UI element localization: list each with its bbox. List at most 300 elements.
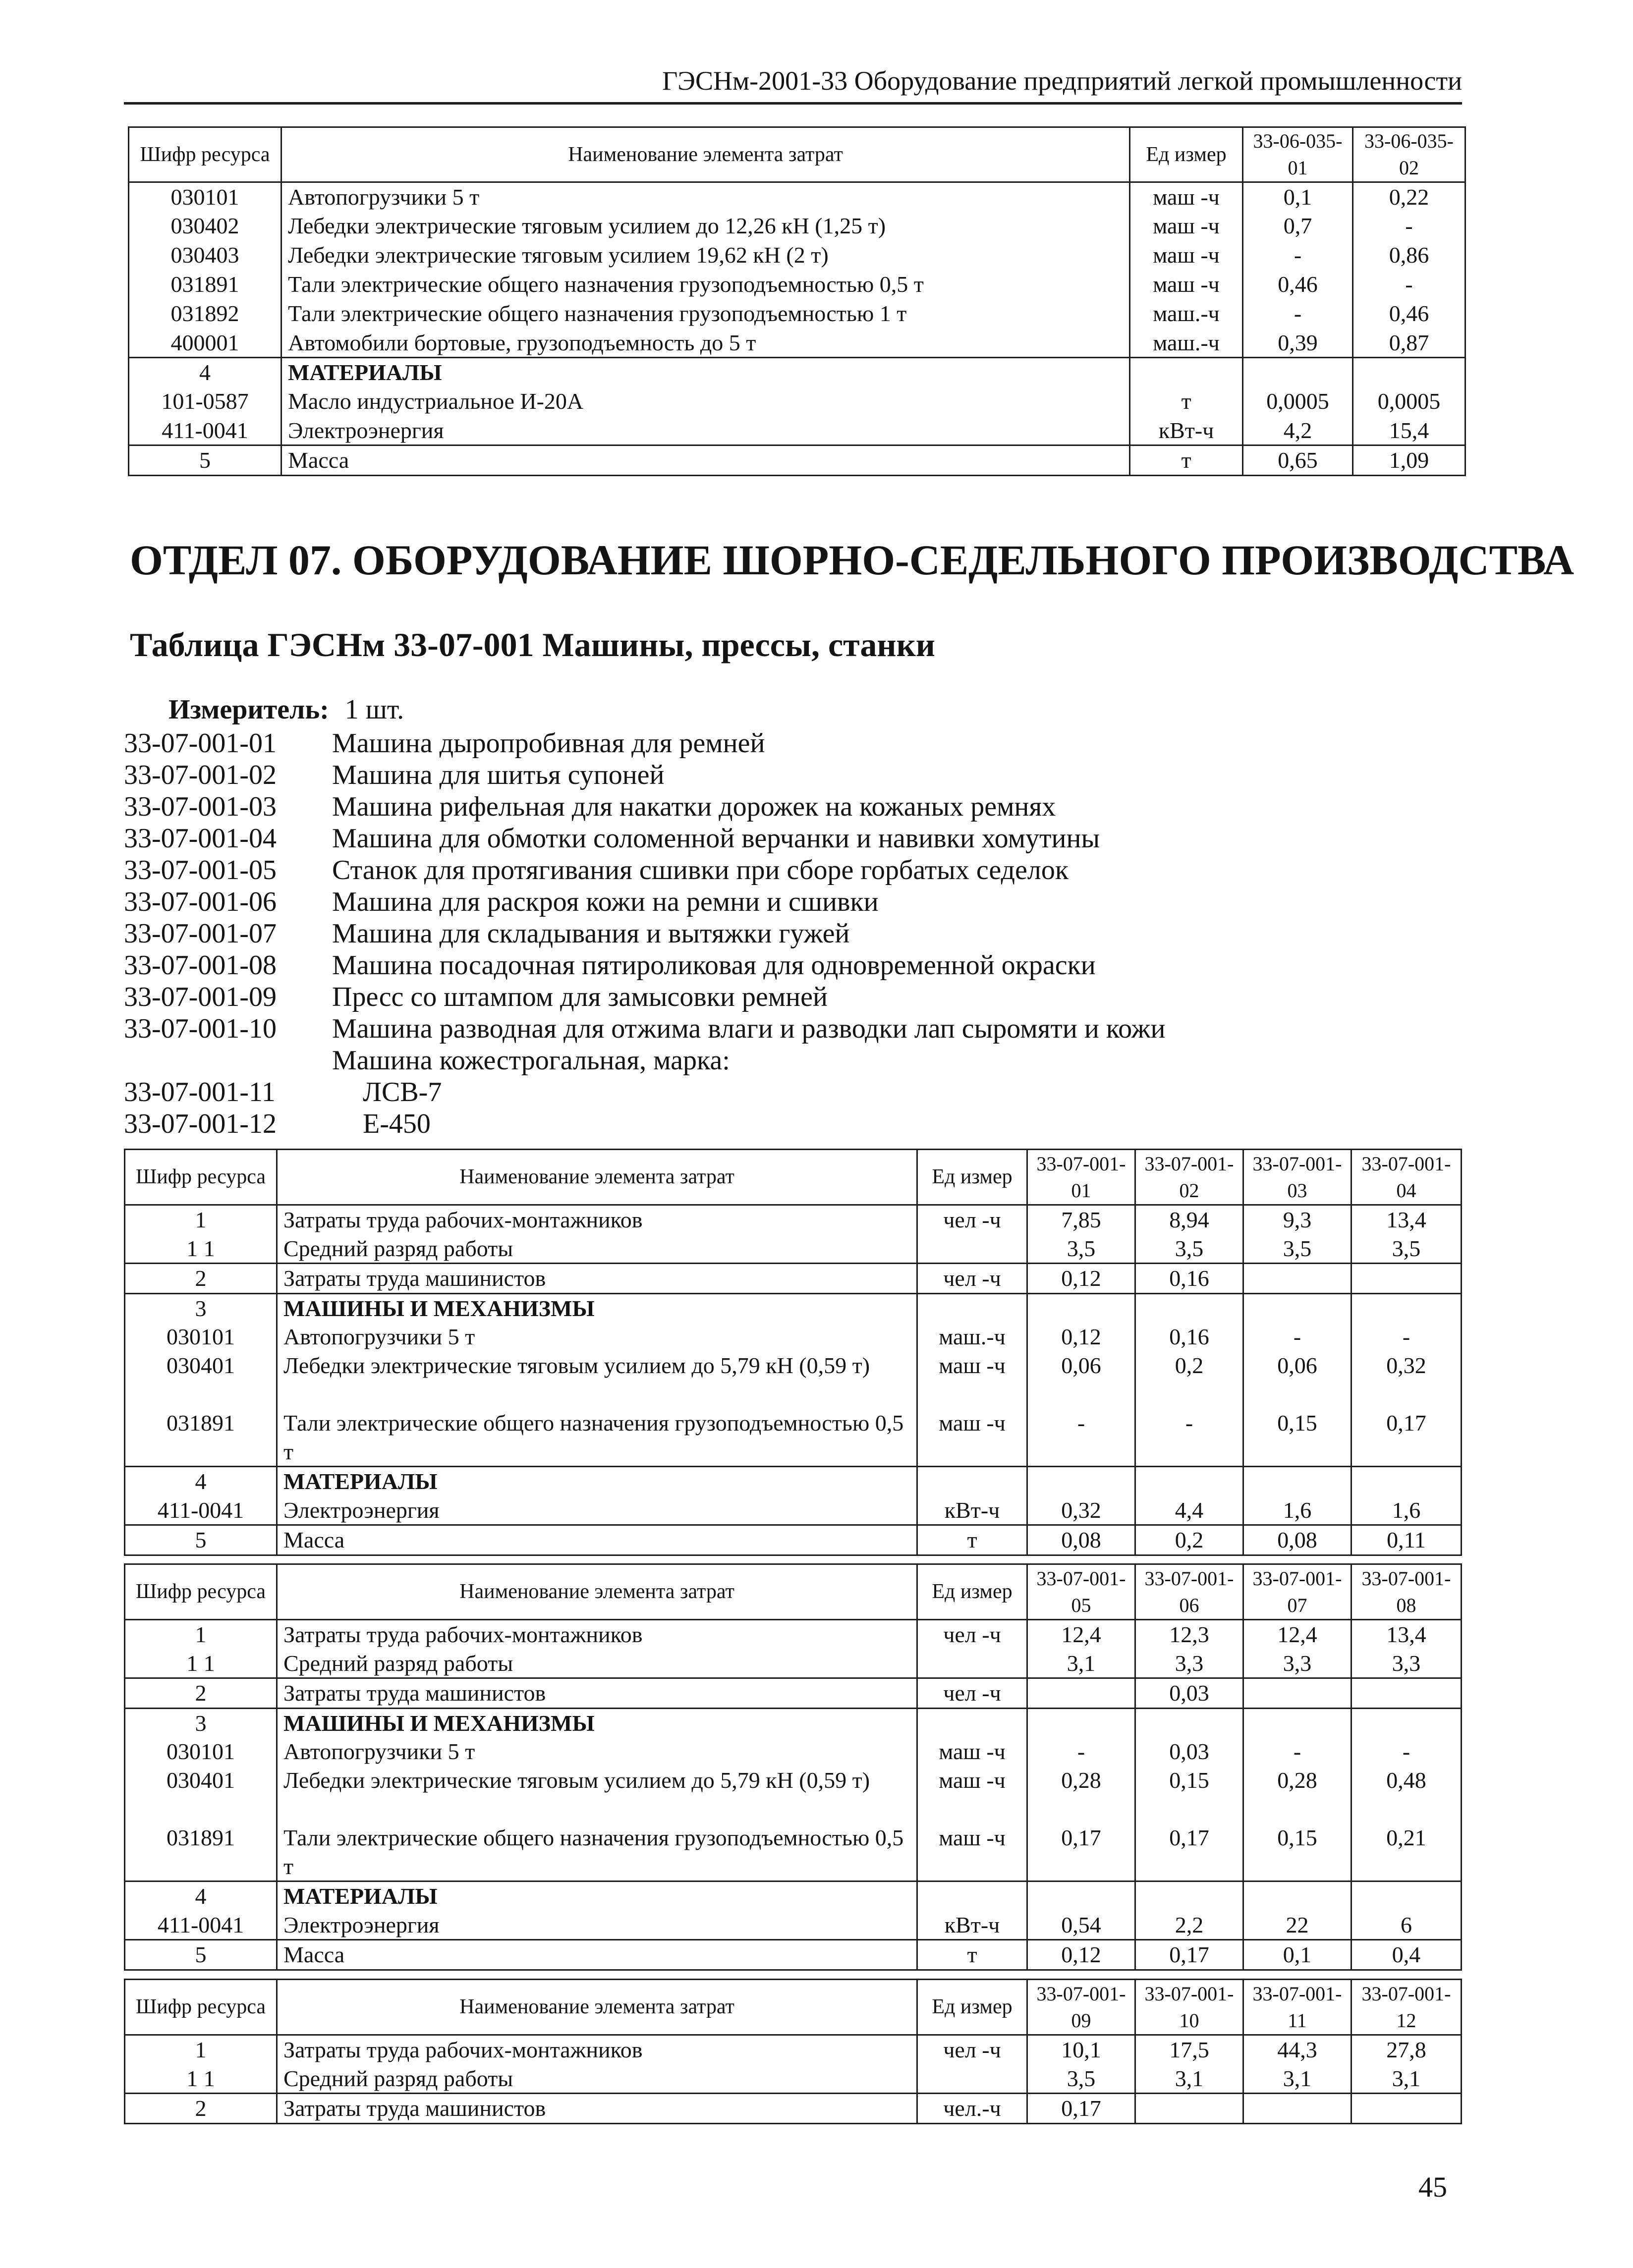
item-row (124, 981, 1512, 1013)
item-row (124, 727, 1512, 759)
resource-code-cell: 031892 (129, 299, 282, 329)
item-name: Машина посадочная пятироликовая для одновременной окраски (332, 950, 1096, 981)
item-row (124, 823, 1512, 854)
unit-cell: маш.-ч (917, 1323, 1027, 1351)
value-cell: - (1243, 1323, 1351, 1351)
resource-name-cell: Лебедки электрические тяговым усилием до 5,79 кН (0,59 т) (277, 1351, 917, 1409)
col-header-value-2: 33-07-001-02 (1135, 1150, 1243, 1205)
value-cell: 0,12 (1027, 1940, 1135, 1970)
resource-name-cell: Тали электрические общего назначения грузоподъемностью 0,5 т (277, 1409, 917, 1467)
resource-code-cell: 030401 (125, 1351, 277, 1409)
unit-cell (917, 1234, 1027, 1264)
unit-cell (917, 1467, 1027, 1496)
col-header-value-4: 33-07-001-04 (1351, 1150, 1462, 1205)
item-code: 33-07-001-03 (124, 791, 277, 822)
value-cell: 0,54 (1027, 1911, 1135, 1940)
unit-cell: маш -ч (1130, 241, 1243, 270)
unit-cell (917, 1881, 1027, 1911)
value-cell: 0,2 (1135, 1525, 1243, 1555)
unit-cell (917, 2064, 1027, 2094)
table-row (125, 1649, 1462, 1678)
value-cell: - (1351, 1737, 1462, 1766)
resource-code-cell: 1 (125, 1205, 277, 1234)
table-row (125, 1323, 1462, 1351)
item-row (124, 949, 1512, 981)
resource-code-cell: 1 (125, 1620, 277, 1649)
value-cell: 3,1 (1351, 2064, 1462, 2094)
resource-name-cell: Средний разряд работы (277, 1234, 917, 1264)
table-row (125, 1525, 1462, 1555)
resource-code-cell: 1 1 (125, 2064, 277, 2094)
value-cell: 0,17 (1135, 1824, 1243, 1881)
value-cell: 44,3 (1243, 2035, 1351, 2064)
resource-name-cell: Автопогрузчики 5 т (277, 1323, 917, 1351)
value-cell (1135, 1467, 1243, 1496)
table-row (125, 2064, 1462, 2094)
value-cell: 0,21 (1351, 1824, 1462, 1881)
unit-cell: чел -ч (917, 1620, 1027, 1649)
value-cell: 8,94 (1135, 1205, 1243, 1234)
col-header-value-4: 33-07-001-12 (1351, 1980, 1462, 2035)
value-cell: 0,2 (1135, 1351, 1243, 1409)
value-cell: 0,46 (1243, 270, 1353, 299)
value-cell: 0,32 (1027, 1496, 1135, 1525)
resource-code-cell: 2 (125, 2094, 277, 2124)
item-row (124, 886, 1512, 918)
resource-code-cell: 3 (125, 1708, 277, 1737)
resource-code-cell: 4 (125, 1881, 277, 1911)
running-header (124, 60, 1462, 105)
value-cell: 3,5 (1243, 1234, 1351, 1264)
unit-cell: маш -ч (917, 1824, 1027, 1881)
col-header-code: Шифр ресурса (125, 1980, 277, 2035)
unit-cell (917, 1649, 1027, 1678)
resource-table-top (128, 126, 1466, 476)
value-cell: 0,22 (1353, 182, 1465, 212)
item-name: Машина для шитья супоней (332, 760, 665, 790)
value-cell (1351, 1881, 1462, 1911)
table-row (125, 1678, 1462, 1709)
value-cell: - (1027, 1737, 1135, 1766)
resource-name-cell: Масса (277, 1940, 917, 1970)
col-header-unit: Ед измер (917, 1564, 1027, 1620)
value-cell: 12,4 (1027, 1620, 1135, 1649)
item-code: 33-07-001-04 (124, 823, 277, 854)
item-name: Машина кожестрогальная, марка: (332, 1045, 730, 1076)
section-heading-cell: МАТЕРИАЛЫ (282, 358, 1130, 387)
value-cell: 0,39 (1243, 329, 1353, 358)
value-cell (1351, 1708, 1462, 1737)
item-row (124, 791, 1512, 823)
item-code: 33-07-001-02 (124, 760, 277, 790)
col-header-value-3: 33-07-001-11 (1243, 1980, 1351, 2035)
running-header-text: ГЭСНм-2001-33 Оборудование предприятий легкой промышленности (662, 66, 1462, 96)
resource-code-cell: 030401 (125, 1766, 277, 1824)
item-code: 33-07-001-06 (124, 886, 277, 917)
table-row (125, 1293, 1462, 1323)
value-cell: 3,5 (1027, 2064, 1135, 2094)
value-cell: 0,12 (1027, 1323, 1135, 1351)
col-header-value-4: 33-07-001-08 (1351, 1564, 1462, 1620)
resource-code-cell: 031891 (129, 270, 282, 299)
value-cell: 0,17 (1027, 1824, 1135, 1881)
unit-cell: чел -ч (917, 1205, 1027, 1234)
value-cell: 6 (1351, 1911, 1462, 1940)
col-header-name: Наименование элемента затрат (277, 1980, 917, 2035)
resource-code-cell: 411-0041 (129, 416, 282, 445)
value-cell: 0,15 (1243, 1409, 1351, 1467)
value-cell: 3,3 (1135, 1649, 1243, 1678)
item-code: 33-07-001-01 (124, 728, 277, 759)
value-cell: 0,46 (1353, 299, 1465, 329)
item-row (124, 1013, 1512, 1045)
col-header-value-2: 33-06-035-02 (1353, 127, 1465, 182)
value-cell (1243, 1881, 1351, 1911)
table-row (129, 387, 1465, 416)
value-cell: - (1353, 270, 1465, 299)
value-cell: 0,03 (1135, 1678, 1243, 1709)
resource-name-cell: Масло индустриальное И-20А (282, 387, 1130, 416)
value-cell: - (1135, 1409, 1243, 1467)
resource-code-cell: 2 (125, 1264, 277, 1294)
col-header-value-3: 33-07-001-03 (1243, 1150, 1351, 1205)
value-cell: 0,12 (1027, 1264, 1135, 1294)
resource-name-cell: Средний разряд работы (277, 1649, 917, 1678)
value-cell: 4,2 (1243, 416, 1353, 445)
resource-name-cell: Масса (282, 445, 1130, 476)
value-cell: 3,1 (1027, 1649, 1135, 1678)
item-name: Станок для протягивания сшивки при сборе горбатых седелок (332, 855, 1069, 885)
measure-line (169, 694, 404, 725)
value-cell: - (1243, 299, 1353, 329)
resource-code-cell: 400001 (129, 329, 282, 358)
measure-value: 1 шт. (344, 694, 404, 725)
value-cell: 0,65 (1243, 445, 1353, 476)
value-cell: 0,7 (1243, 212, 1353, 241)
table-row (125, 1264, 1462, 1294)
resource-code-cell: 030402 (129, 212, 282, 241)
unit-cell: маш -ч (1130, 182, 1243, 212)
value-cell: 3,5 (1027, 1234, 1135, 1264)
table-row (129, 182, 1465, 212)
resource-code-cell: 101-0587 (129, 387, 282, 416)
table-row (129, 212, 1465, 241)
resource-name-cell: Автопогрузчики 5 т (277, 1737, 917, 1766)
resource-code-cell: 5 (129, 445, 282, 476)
table-row (125, 1737, 1462, 1766)
value-cell: 0,28 (1243, 1766, 1351, 1824)
resource-name-cell: Автопогрузчики 5 т (282, 182, 1130, 212)
item-code: 33-07-001-10 (124, 1013, 277, 1044)
value-cell: 1,6 (1351, 1496, 1462, 1525)
resource-code-cell: 3 (125, 1293, 277, 1323)
table-row (129, 270, 1465, 299)
value-cell (1243, 1708, 1351, 1737)
unit-cell: маш -ч (1130, 270, 1243, 299)
value-cell: 0,48 (1351, 1766, 1462, 1824)
unit-cell: т (1130, 445, 1243, 476)
unit-cell: т (917, 1525, 1027, 1555)
resource-code-cell: 1 (125, 2035, 277, 2064)
table-row (129, 358, 1465, 387)
value-cell: 0,4 (1351, 1940, 1462, 1970)
resource-name-cell: Масса (277, 1525, 917, 1555)
table-row (125, 1620, 1462, 1649)
item-code: 33-07-001-09 (124, 982, 277, 1012)
resource-name-cell: Затраты труда рабочих-монтажников (277, 1205, 917, 1234)
value-cell: 13,4 (1351, 1620, 1462, 1649)
value-cell (1351, 1678, 1462, 1709)
resource-code-cell: 4 (129, 358, 282, 387)
table-row (125, 1911, 1462, 1940)
item-name: Е-450 (363, 1108, 431, 1139)
table-row (125, 1234, 1462, 1264)
value-cell: - (1353, 212, 1465, 241)
resource-code-cell: 4 (125, 1467, 277, 1496)
col-header-value-1: 33-07-001-01 (1027, 1150, 1135, 1205)
table-row (125, 1766, 1462, 1824)
resource-code-cell: 1 1 (125, 1649, 277, 1678)
unit-cell: чел -ч (917, 1264, 1027, 1294)
resource-name-cell: Автомобили бортовые, грузоподъемность до 5 т (282, 329, 1130, 358)
unit-cell: т (1130, 387, 1243, 416)
item-name: ЛСВ-7 (363, 1077, 442, 1107)
table-row (125, 1708, 1462, 1737)
value-cell: 2,2 (1135, 1911, 1243, 1940)
value-cell (1243, 1293, 1351, 1323)
table-row (129, 416, 1465, 445)
value-cell: - (1243, 1737, 1351, 1766)
value-cell: 13,4 (1351, 1205, 1462, 1234)
resource-name-cell: Электроэнергия (277, 1911, 917, 1940)
section-title: ОТДЕЛ 07. ОБОРУДОВАНИЕ ШОРНО-СЕДЕЛЬНОГО ПРОИЗВОДСТВА (130, 536, 1575, 584)
table-row (125, 1409, 1462, 1467)
measure-label: Измеритель: (169, 694, 329, 725)
value-cell (1243, 1678, 1351, 1709)
resource-name-cell: Тали электрические общего назначения грузоподъемностью 0,5 т (282, 270, 1130, 299)
col-header-value-2: 33-07-001-10 (1135, 1980, 1243, 2035)
col-header-name: Наименование элемента затрат (277, 1150, 917, 1205)
col-header-value-1: 33-07-001-05 (1027, 1564, 1135, 1620)
resource-name-cell: Затраты труда машинистов (277, 2094, 917, 2124)
value-cell: 0,06 (1243, 1351, 1351, 1409)
table-row (129, 445, 1465, 476)
value-cell: 0,28 (1027, 1766, 1135, 1824)
value-cell: 27,8 (1351, 2035, 1462, 2064)
value-cell (1243, 358, 1353, 387)
unit-cell: чел -ч (917, 1678, 1027, 1709)
resource-code-cell: 030101 (125, 1323, 277, 1351)
value-cell: 0,0005 (1243, 387, 1353, 416)
value-cell (1135, 1708, 1243, 1737)
col-header-name: Наименование элемента затрат (282, 127, 1130, 182)
unit-cell: т (917, 1940, 1027, 1970)
table-row (125, 2035, 1462, 2064)
col-header-code: Шифр ресурса (125, 1564, 277, 1620)
value-cell: 3,1 (1135, 2064, 1243, 2094)
resource-name-cell: Лебедки электрические тяговым усилием 19,62 кН (2 т) (282, 241, 1130, 270)
value-cell: 0,03 (1135, 1737, 1243, 1766)
value-cell: 9,3 (1243, 1205, 1351, 1234)
item-row (124, 1108, 1512, 1140)
unit-cell: чел.-ч (917, 2094, 1027, 2124)
unit-cell: чел -ч (917, 2035, 1027, 2064)
col-header-name: Наименование элемента затрат (277, 1564, 917, 1620)
unit-cell: маш -ч (917, 1766, 1027, 1824)
item-name: Машина дыропробивная для ремней (332, 728, 765, 759)
resource-name-cell: Тали электрические общего назначения грузоподъемностью 0,5 т (277, 1824, 917, 1881)
resource-code-cell: 2 (125, 1678, 277, 1709)
value-cell: 12,3 (1135, 1620, 1243, 1649)
value-cell: 0,32 (1351, 1351, 1462, 1409)
value-cell (1243, 2094, 1351, 2124)
col-header-value-2: 33-07-001-06 (1135, 1564, 1243, 1620)
value-cell: - (1243, 241, 1353, 270)
unit-cell: кВт-ч (917, 1911, 1027, 1940)
resource-code-cell: 031891 (125, 1409, 277, 1467)
item-code: 33-07-001-05 (124, 855, 277, 885)
col-header-unit: Ед измер (917, 1980, 1027, 2035)
value-cell (1027, 1708, 1135, 1737)
table-row (125, 1881, 1462, 1911)
col-header-value-1: 33-06-035-01 (1243, 127, 1353, 182)
resource-code-cell: 5 (125, 1940, 277, 1970)
value-cell: - (1027, 1409, 1135, 1467)
item-list (124, 727, 1512, 1140)
item-code: 33-07-001-08 (124, 950, 277, 981)
section-heading-cell: МАШИНЫ И МЕХАНИЗМЫ (277, 1293, 917, 1323)
value-cell: 3,1 (1243, 2064, 1351, 2094)
resource-name-cell: Лебедки электрические тяговым усилием до 12,26 кН (1,25 т) (282, 212, 1130, 241)
resource-code-cell: 5 (125, 1525, 277, 1555)
value-cell: 0,86 (1353, 241, 1465, 270)
value-cell (1027, 1881, 1135, 1911)
value-cell: 15,4 (1353, 416, 1465, 445)
value-cell (1351, 2094, 1462, 2124)
unit-cell: маш.-ч (1130, 299, 1243, 329)
value-cell: 0,1 (1243, 1940, 1351, 1970)
item-name: Машина для раскроя кожи на ремни и сшивки (332, 886, 879, 917)
item-row (124, 854, 1512, 886)
value-cell: 10,1 (1027, 2035, 1135, 2064)
value-cell (1135, 1881, 1243, 1911)
item-code: 33-07-001-07 (124, 918, 277, 949)
col-header-unit: Ед измер (917, 1150, 1027, 1205)
resource-code-cell: 1 1 (125, 1234, 277, 1264)
table-row (125, 2094, 1462, 2124)
item-code: 33-07-001-11 (124, 1077, 276, 1107)
unit-cell (917, 1293, 1027, 1323)
item-name: Пресс со штампом для замысовки ремней (332, 982, 828, 1012)
value-cell: 0,08 (1243, 1525, 1351, 1555)
resource-code-cell: 031891 (125, 1824, 277, 1881)
item-name: Машина разводная для отжима влаги и разводки лап сыромяти и кожи (332, 1013, 1166, 1044)
resource-name-cell: Лебедки электрические тяговым усилием до 5,79 кН (0,59 т) (277, 1766, 917, 1824)
value-cell (1243, 1467, 1351, 1496)
table-row (125, 1205, 1462, 1234)
resource-name-cell: Электроэнергия (277, 1496, 917, 1525)
resource-name-cell: Средний разряд работы (277, 2064, 917, 2094)
unit-cell: маш -ч (917, 1737, 1027, 1766)
page-number: 45 (1418, 2171, 1447, 2203)
table-row (125, 1940, 1462, 1970)
item-row (124, 759, 1512, 791)
value-cell (1351, 1264, 1462, 1294)
value-cell: 22 (1243, 1911, 1351, 1940)
value-cell: 0,0005 (1353, 387, 1465, 416)
table-row (129, 329, 1465, 358)
col-header-unit: Ед измер (1130, 127, 1243, 182)
resource-name-cell: Затраты труда рабочих-монтажников (277, 2035, 917, 2064)
resource-code-cell: 411-0041 (125, 1496, 277, 1525)
value-cell: 0,11 (1351, 1525, 1462, 1555)
top-table-body (129, 182, 1465, 476)
item-name: Машина для складывания и вытяжки гужей (332, 918, 850, 949)
resource-name-cell: Затраты труда рабочих-монтажников (277, 1620, 917, 1649)
value-cell: 1,6 (1243, 1496, 1351, 1525)
item-row (124, 1076, 1512, 1108)
table-row (129, 299, 1465, 329)
norm-table-1 (124, 1149, 1462, 1556)
resource-name-cell: Электроэнергия (282, 416, 1130, 445)
value-cell: 0,06 (1027, 1351, 1135, 1409)
col-header-code: Шифр ресурса (125, 1150, 277, 1205)
value-cell (1135, 1293, 1243, 1323)
value-cell: 3,5 (1135, 1234, 1243, 1264)
col-header-code: Шифр ресурса (129, 127, 282, 182)
col-header-value-3: 33-07-001-07 (1243, 1564, 1351, 1620)
unit-cell: маш -ч (917, 1409, 1027, 1467)
table-row (125, 1824, 1462, 1881)
section-heading-cell: МАТЕРИАЛЫ (277, 1881, 917, 1911)
resource-name-cell: Затраты труда машинистов (277, 1678, 917, 1709)
value-cell (1135, 2094, 1243, 2124)
value-cell (1351, 1467, 1462, 1496)
value-cell: 12,4 (1243, 1620, 1351, 1649)
table-row (125, 1496, 1462, 1525)
unit-cell: маш -ч (1130, 212, 1243, 241)
value-cell (1027, 1678, 1135, 1709)
value-cell: 3,5 (1351, 1234, 1462, 1264)
resource-code-cell: 030403 (129, 241, 282, 270)
item-name: Машина для обмотки соломенной верчанки и навивки хомутины (332, 823, 1100, 854)
value-cell: 4,4 (1135, 1496, 1243, 1525)
table-row (129, 241, 1465, 270)
value-cell: 0,87 (1353, 329, 1465, 358)
value-cell: 0,1 (1243, 182, 1353, 212)
value-cell: 0,17 (1027, 2094, 1135, 2124)
unit-cell (917, 1708, 1027, 1737)
item-code (124, 1045, 332, 1076)
unit-cell: кВт-ч (917, 1496, 1027, 1525)
value-cell (1243, 1264, 1351, 1294)
resource-code-cell: 030101 (129, 182, 282, 212)
value-cell: 1,09 (1353, 445, 1465, 476)
value-cell (1353, 358, 1465, 387)
value-cell: 3,3 (1243, 1649, 1351, 1678)
value-cell: 0,15 (1243, 1824, 1351, 1881)
value-cell: 0,08 (1027, 1525, 1135, 1555)
item-code: 33-07-001-12 (124, 1108, 277, 1139)
resource-code-cell: 030101 (125, 1737, 277, 1766)
resource-name-cell: Затраты труда машинистов (277, 1264, 917, 1294)
norm-table-2 (124, 1563, 1462, 1971)
unit-cell: маш -ч (917, 1351, 1027, 1409)
unit-cell: кВт-ч (1130, 416, 1243, 445)
table-row (125, 1351, 1462, 1409)
table-title: Таблица ГЭСНм 33-07-001 Машины, прессы, станки (130, 626, 935, 664)
value-cell (1351, 1293, 1462, 1323)
